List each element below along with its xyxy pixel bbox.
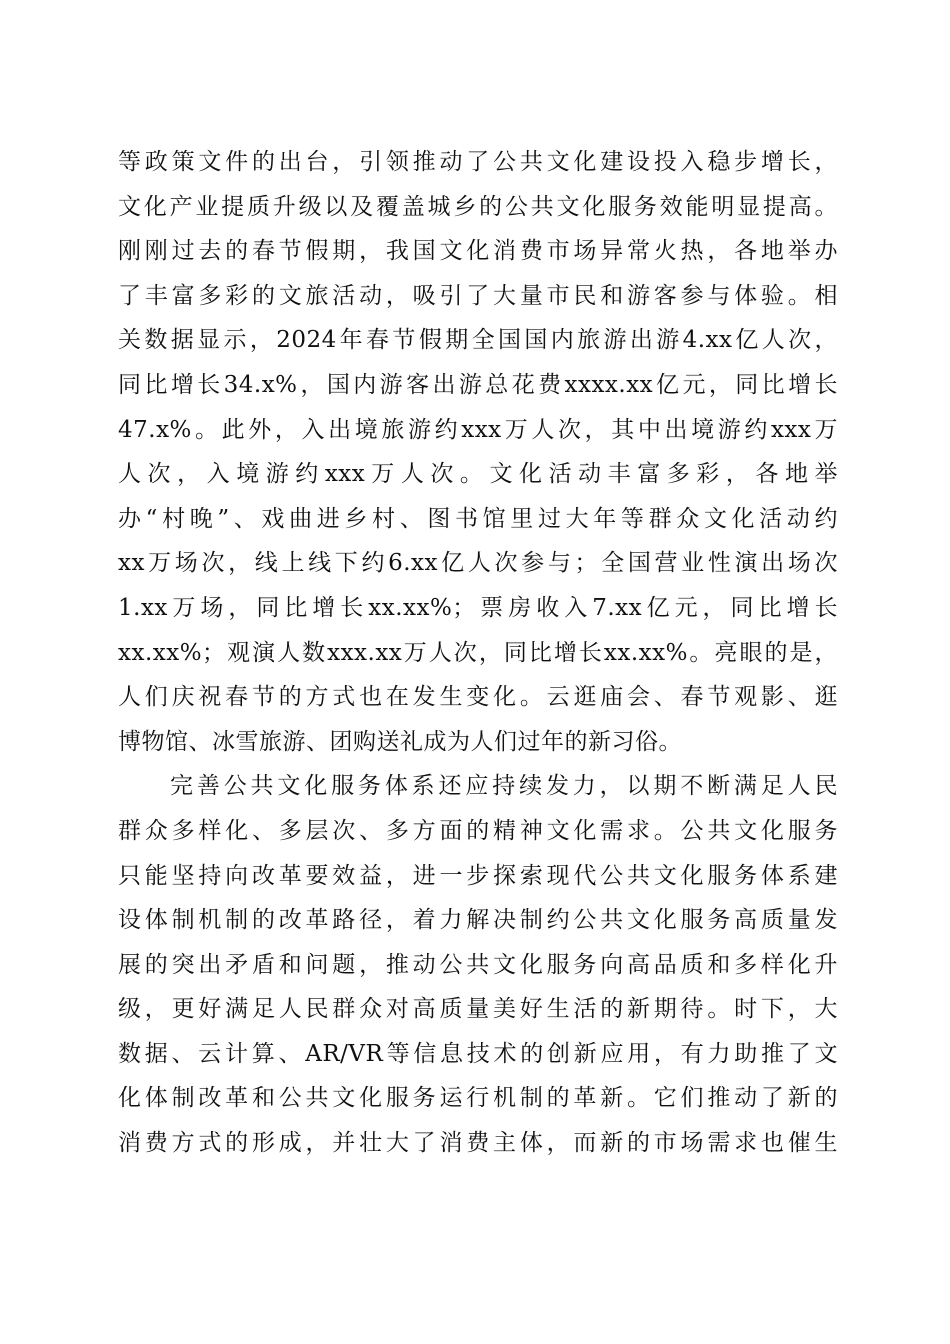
text-line: 博物馆、冰雪旅游、团购送礼成为人们过年的新习俗。 <box>118 728 682 755</box>
document-body <box>118 140 838 1166</box>
paragraph-1 <box>118 140 838 764</box>
text-line: xx.xx%；观演人数xxx.xx万人次，同比增长xx.xx%。亮眼的是， <box>118 639 838 666</box>
text-line: 刚刚过去的春节假期，我国文化消费市场异常火热，各地举办 <box>118 238 838 265</box>
text-line: 1.xx万场，同比增长xx.xx%；票房收入7.xx亿元，同比增长 <box>118 594 838 621</box>
text-line: 同比增长34.x%，国内游客出游总花费xxxx.xx亿元，同比增长 <box>118 371 838 398</box>
text-line: xx万场次，线上线下约6.xx亿人次参与；全国营业性演出场次 <box>118 550 838 577</box>
text-line: 消费方式的形成，并壮大了消费主体，而新的市场需求也催生 <box>118 1130 838 1157</box>
paragraph-2 <box>118 764 838 1165</box>
text-line: 人们庆祝春节的方式也在发生变化。云逛庙会、春节观影、逛 <box>118 684 838 711</box>
text-line: 群众多样化、多层次、多方面的精神文化需求。公共文化服务 <box>118 817 838 844</box>
text-line: 了丰富多彩的文旅活动，吸引了大量市民和游客参与体验。相 <box>118 282 838 309</box>
text-line: 展的突出矛盾和问题，推动公共文化服务向高品质和多样化升 <box>118 951 838 978</box>
text-line: 47.x%。此外，入出境旅游约xxx万人次，其中出境游约xxx万 <box>118 416 838 443</box>
text-line: 设体制机制的改革路径，着力解决制约公共文化服务高质量发 <box>118 907 838 934</box>
text-line: 完善公共文化服务体系还应持续发力，以期不断满足人民 <box>170 773 838 800</box>
text-line: 只能坚持向改革要效益，进一步探索现代公共文化服务体系建 <box>118 862 838 889</box>
text-line: 数据、云计算、AR/VR等信息技术的创新应用，有力助推了文 <box>118 1040 838 1067</box>
text-line: 化体制改革和公共文化服务运行机制的革新。它们推动了新的 <box>118 1085 838 1112</box>
text-line: 文化产业提质升级以及覆盖城乡的公共文化服务效能明显提高。 <box>118 193 838 220</box>
text-line: 关数据显示，2024年春节假期全国国内旅游出游4.xx亿人次， <box>118 327 838 354</box>
text-line: 等政策文件的出台，引领推动了公共文化建设投入稳步增长， <box>118 149 838 175</box>
text-line: 办“村晚”、戏曲进乡村、图书馆里过大年等群众文化活动约 <box>118 505 838 532</box>
text-line: 人次，入境游约xxx万人次。文化活动丰富多彩，各地举 <box>118 461 838 488</box>
text-line: 级，更好满足人民群众对高质量美好生活的新期待。时下，大 <box>118 996 838 1023</box>
